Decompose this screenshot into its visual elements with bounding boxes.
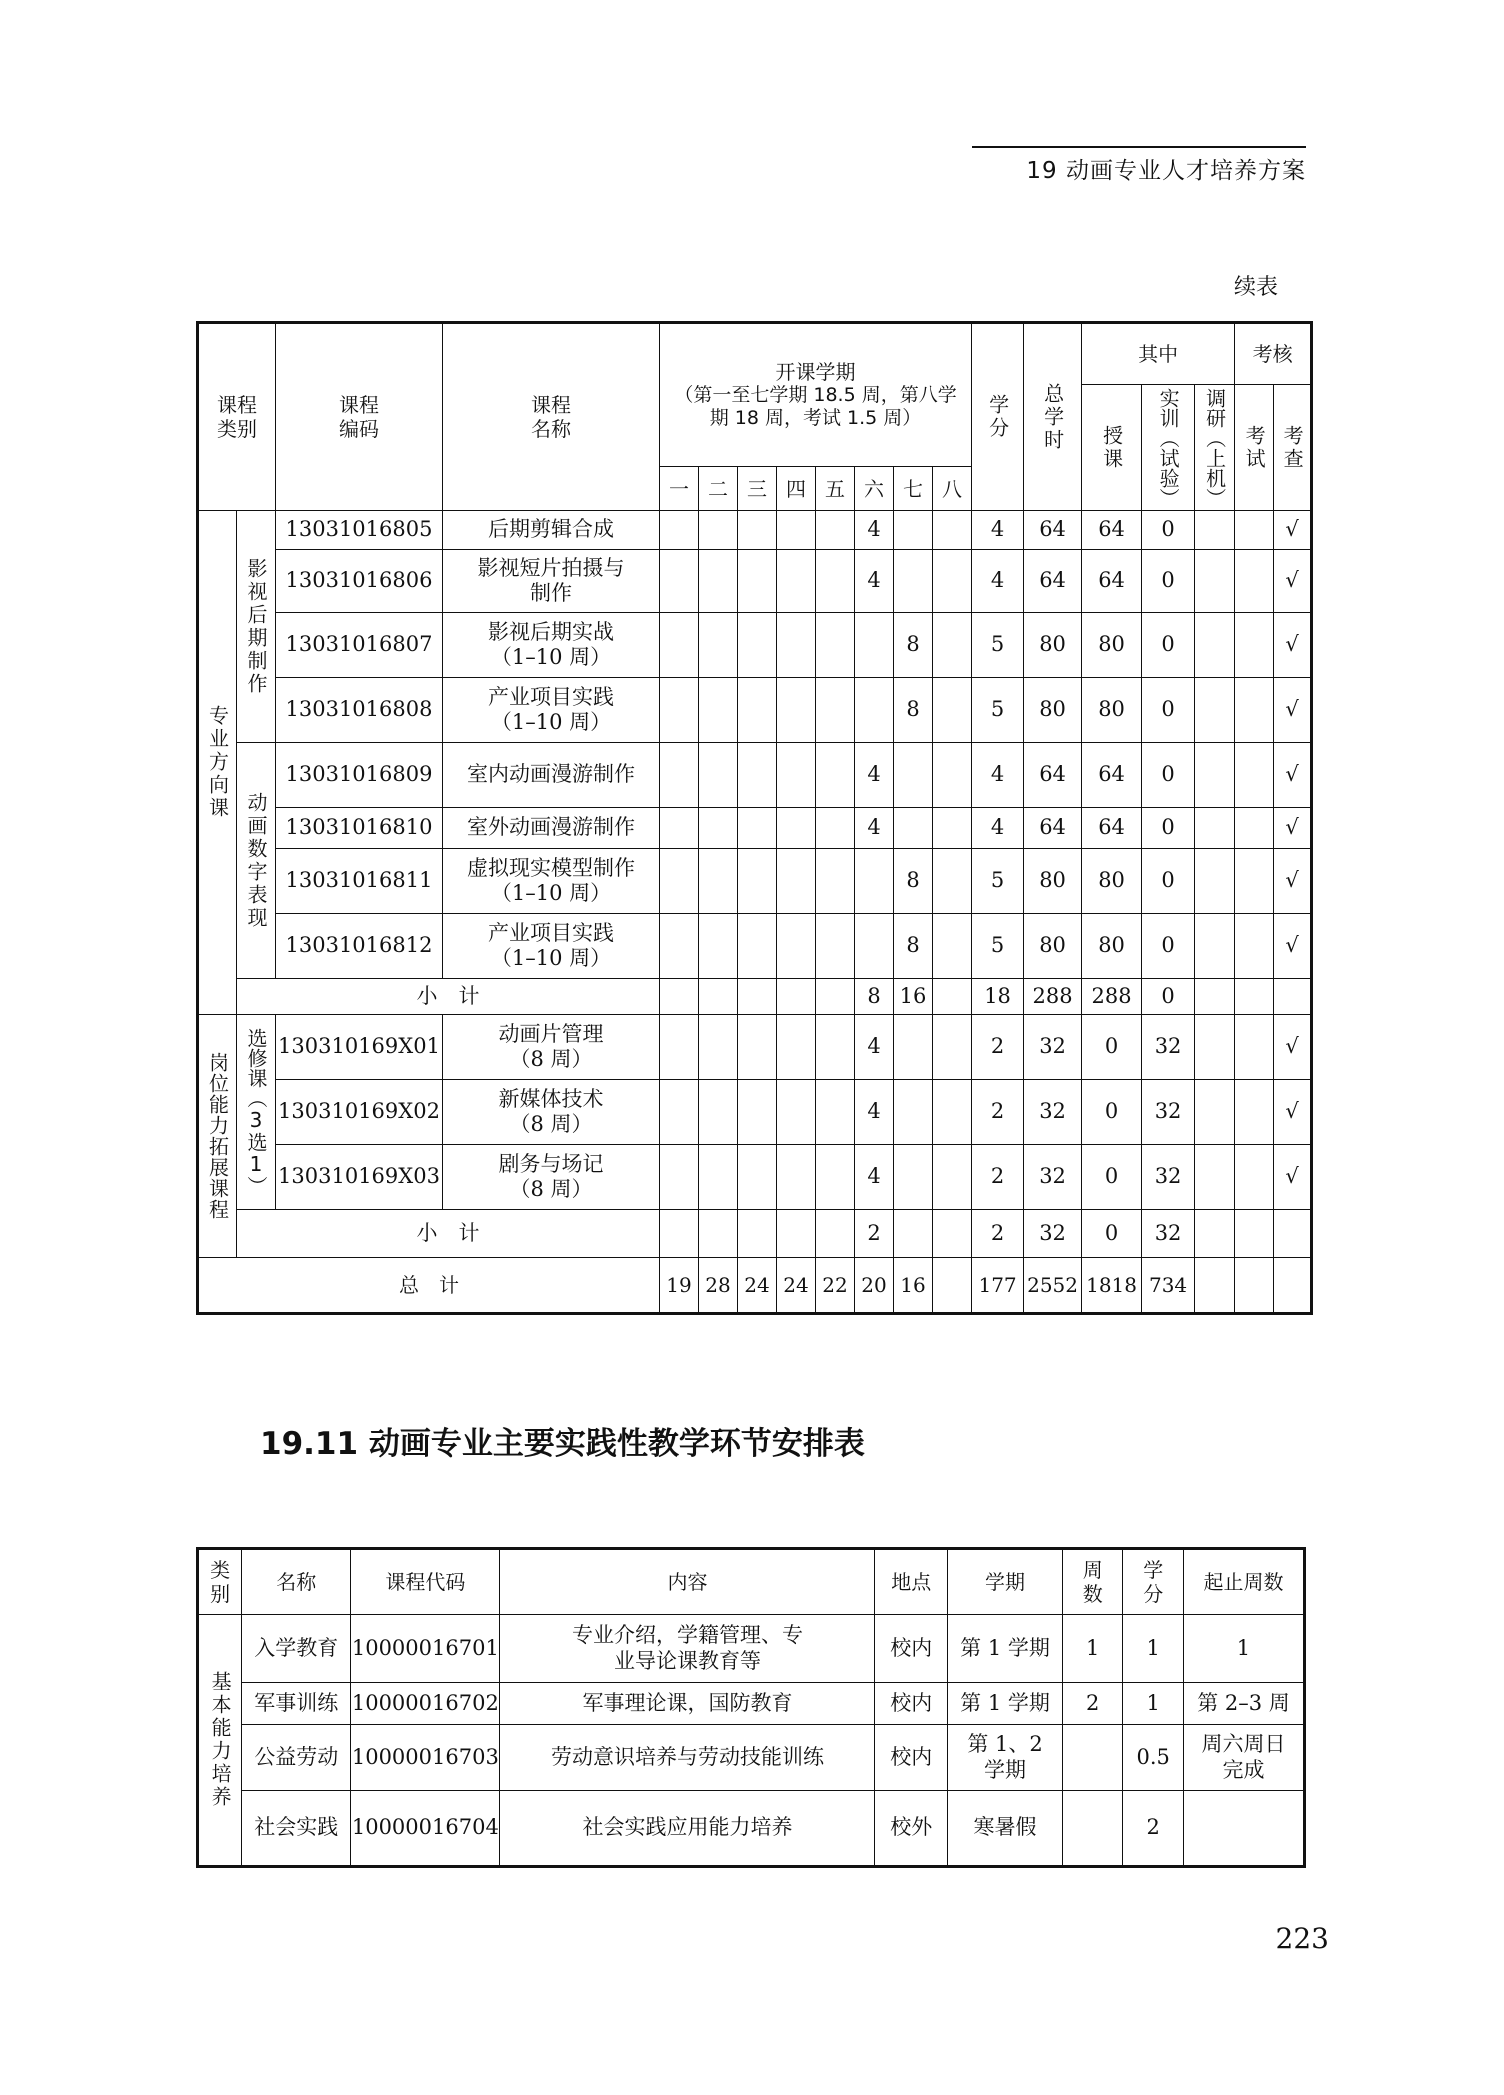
course-code: 13031016811 (276, 849, 443, 914)
practice-hours: 0 (1142, 849, 1195, 914)
practice-hours: 0 (1142, 511, 1195, 550)
header-semester (660, 323, 972, 467)
lecture-hours: 80 (1082, 678, 1142, 743)
continued-label: 续表 (1233, 275, 1278, 300)
sem7-hours (894, 550, 933, 613)
practice-code: 10000016701 (351, 1615, 500, 1683)
course-name: 新媒体技术（8 周） (443, 1080, 660, 1145)
lecture-hours: 64 (1082, 743, 1142, 808)
total-hours: 32 (1024, 1015, 1082, 1080)
semester-title: 开课学期 (775, 360, 856, 385)
subtotal-credit: 18 (972, 979, 1024, 1015)
practice-hours: 32 (1142, 1015, 1195, 1080)
course-name: 影视短片拍摄与制作 (443, 550, 660, 613)
practice-content: 劳动意识培养与劳动技能训练 (500, 1725, 875, 1791)
total-hours: 80 (1024, 613, 1082, 678)
subtotal-practice: 32 (1142, 1210, 1195, 1258)
header-credit: 学分 (1123, 1549, 1183, 1615)
practice-hours: 32 (1142, 1080, 1195, 1145)
table-row (198, 1615, 1305, 1683)
credit: 5 (972, 613, 1024, 678)
course-code: 13031016812 (276, 914, 443, 979)
total-label: 总 计 (198, 1258, 660, 1314)
header-check: 考查 (1274, 385, 1312, 511)
total-hours: 64 (1024, 808, 1082, 849)
sem6-hours: 4 (855, 1015, 894, 1080)
header-name: 课程名称 (443, 323, 660, 511)
sem7-hours: 8 (894, 849, 933, 914)
check-mark: √ (1274, 1080, 1312, 1145)
semester-2: 二 (699, 467, 738, 511)
credit: 5 (972, 678, 1024, 743)
header-rule (972, 146, 1306, 148)
lecture-hours: 64 (1082, 511, 1142, 550)
total-sem3: 24 (738, 1258, 777, 1314)
subtotal-sem6: 2 (855, 1210, 894, 1258)
table-row (198, 550, 1312, 613)
credit: 5 (972, 914, 1024, 979)
subgroup-elective: 选修课（3选1） (237, 1015, 276, 1210)
semester-3: 三 (738, 467, 777, 511)
table-row (198, 849, 1312, 914)
semester-4: 四 (777, 467, 816, 511)
semester-7: 七 (894, 467, 933, 511)
section-title: 19.11 动画专业主要实践性教学环节安排表 (260, 1426, 865, 1462)
table-row (198, 914, 1312, 979)
course-code: 13031016810 (276, 808, 443, 849)
total-hours: 80 (1024, 678, 1082, 743)
course-name: 影视后期实战（1–10 周） (443, 613, 660, 678)
check-mark: √ (1274, 743, 1312, 808)
subtotal-lecture: 288 (1082, 979, 1142, 1015)
total-hours: 32 (1024, 1080, 1082, 1145)
subtotal-lecture: 0 (1082, 1210, 1142, 1258)
course-code: 13031016805 (276, 511, 443, 550)
subtotal-row (198, 1210, 1312, 1258)
sem6-hours (855, 914, 894, 979)
credit: 4 (972, 550, 1024, 613)
practice-period (1183, 1791, 1304, 1867)
credit: 2 (972, 1015, 1024, 1080)
sem6-hours (855, 678, 894, 743)
check-mark: √ (1274, 550, 1312, 613)
group-basic-ability: 基本能力培养 (198, 1615, 242, 1867)
practice-term: 寒暑假 (948, 1791, 1063, 1867)
header-practice: 实训（试验） (1142, 385, 1195, 511)
course-name: 后期剪辑合成 (443, 511, 660, 550)
practice-weeks: 1 (1062, 1615, 1122, 1683)
curriculum-table (196, 321, 1313, 1315)
table-row (198, 678, 1312, 743)
sem6-hours: 4 (855, 808, 894, 849)
semester-1: 一 (660, 467, 699, 511)
lecture-hours: 80 (1082, 849, 1142, 914)
lecture-hours: 80 (1082, 914, 1142, 979)
header-lecture: 授课 (1082, 385, 1142, 511)
practice-place: 校内 (875, 1615, 948, 1683)
sem7-hours (894, 808, 933, 849)
course-name: 剧务与场记（8 周） (443, 1145, 660, 1210)
practice-credit: 1 (1123, 1683, 1183, 1725)
practice-weeks (1062, 1791, 1122, 1867)
sem7-hours: 8 (894, 914, 933, 979)
course-name: 动画片管理（8 周） (443, 1015, 660, 1080)
practice-code: 10000016703 (351, 1725, 500, 1791)
sem6-hours: 4 (855, 511, 894, 550)
credit: 2 (972, 1080, 1024, 1145)
sem6-hours: 4 (855, 1080, 894, 1145)
course-name: 产业项目实践（1–10 周） (443, 914, 660, 979)
page-number: 223 (1275, 1922, 1329, 1955)
check-mark: √ (1274, 849, 1312, 914)
practice-place: 校内 (875, 1683, 948, 1725)
sem6-hours: 4 (855, 743, 894, 808)
credit: 4 (972, 808, 1024, 849)
total-row (198, 1258, 1312, 1314)
practice-name: 军事训练 (242, 1683, 351, 1725)
practice-content: 社会实践应用能力培养 (500, 1791, 875, 1867)
sem6-hours (855, 849, 894, 914)
course-code: 13031016807 (276, 613, 443, 678)
header-credit: 学分 (972, 323, 1024, 511)
practice-credit: 2 (1123, 1791, 1183, 1867)
practice-hours: 0 (1142, 808, 1195, 849)
practice-name: 社会实践 (242, 1791, 351, 1867)
practice-schedule-table (196, 1547, 1306, 1868)
total-hours: 80 (1024, 914, 1082, 979)
course-name: 室内动画漫游制作 (443, 743, 660, 808)
lecture-hours: 80 (1082, 613, 1142, 678)
check-mark: √ (1274, 511, 1312, 550)
sem7-hours (894, 743, 933, 808)
practice-term: 第 1 学期 (948, 1615, 1063, 1683)
table-row (198, 1080, 1312, 1145)
practice-place: 校内 (875, 1725, 948, 1791)
header-code: 课程编码 (276, 323, 443, 511)
group-major-direction: 专业方向课 (198, 511, 237, 1015)
total-hours: 32 (1024, 1145, 1082, 1210)
total-lecture: 1818 (1082, 1258, 1142, 1314)
credit: 5 (972, 849, 1024, 914)
course-name: 室外动画漫游制作 (443, 808, 660, 849)
table-row (198, 613, 1312, 678)
practice-hours: 0 (1142, 613, 1195, 678)
group-capability-extension: 岗位能力拓展课程 (198, 1015, 237, 1258)
lecture-hours: 0 (1082, 1080, 1142, 1145)
practice-weeks: 2 (1062, 1683, 1122, 1725)
sem7-hours: 8 (894, 678, 933, 743)
subgroup-digital-animation: 动画数字表现 (237, 743, 276, 979)
lecture-hours: 64 (1082, 550, 1142, 613)
header-content: 内容 (500, 1549, 875, 1615)
header-term: 学期 (948, 1549, 1063, 1615)
header-assessment: 考核 (1235, 323, 1312, 385)
total-sem2: 28 (699, 1258, 738, 1314)
practice-code: 10000016704 (351, 1791, 500, 1867)
semester-5: 五 (816, 467, 855, 511)
subtotal-hours: 288 (1024, 979, 1082, 1015)
semester-6: 六 (855, 467, 894, 511)
sem6-hours: 4 (855, 550, 894, 613)
total-hours: 64 (1024, 511, 1082, 550)
credit: 4 (972, 511, 1024, 550)
course-code: 13031016808 (276, 678, 443, 743)
header-exam: 考试 (1235, 385, 1274, 511)
practice-name: 公益劳动 (242, 1725, 351, 1791)
subtotal-label: 小 计 (237, 979, 660, 1015)
practice-code: 10000016702 (351, 1683, 500, 1725)
lecture-hours: 0 (1082, 1145, 1142, 1210)
total-sem4: 24 (777, 1258, 816, 1314)
table-row (198, 1725, 1305, 1791)
table-row (198, 743, 1312, 808)
header-period: 起止周数 (1183, 1549, 1304, 1615)
practice-hours: 0 (1142, 678, 1195, 743)
total-practice: 734 (1142, 1258, 1195, 1314)
practice-credit: 1 (1123, 1615, 1183, 1683)
sem7-hours: 8 (894, 613, 933, 678)
table-row (198, 1791, 1305, 1867)
practice-content: 军事理论课，国防教育 (500, 1683, 875, 1725)
credit: 4 (972, 743, 1024, 808)
table-row (198, 1015, 1312, 1080)
course-name: 产业项目实践（1–10 周） (443, 678, 660, 743)
total-sem7: 16 (894, 1258, 933, 1314)
table-row (198, 1145, 1312, 1210)
header-of-which: 其中 (1082, 323, 1235, 385)
practice-content: 专业介绍，学籍管理、专业导论课教育等 (500, 1615, 875, 1683)
practice-term: 第 1、2 学期 (948, 1725, 1063, 1791)
header-weeks: 周数 (1062, 1549, 1122, 1615)
total-hours: 64 (1024, 550, 1082, 613)
header-hours: 总学时 (1024, 323, 1082, 511)
check-mark: √ (1274, 808, 1312, 849)
check-mark: √ (1274, 1145, 1312, 1210)
check-mark: √ (1274, 914, 1312, 979)
sem6-hours (855, 613, 894, 678)
subtotal-label: 小 计 (237, 1210, 660, 1258)
subtotal-sem6: 8 (855, 979, 894, 1015)
check-mark: √ (1274, 678, 1312, 743)
practice-term: 第 1 学期 (948, 1683, 1063, 1725)
practice-weeks (1062, 1725, 1122, 1791)
semester-8: 八 (933, 467, 972, 511)
subgroup-post-production: 影视后期制作 (237, 511, 276, 743)
course-name: 虚拟现实模型制作（1–10 周） (443, 849, 660, 914)
practice-credit: 0.5 (1123, 1725, 1183, 1791)
course-code: 130310169X01 (276, 1015, 443, 1080)
sem7-hours (894, 511, 933, 550)
total-sem5: 22 (816, 1258, 855, 1314)
total-hours: 2552 (1024, 1258, 1082, 1314)
practice-hours: 0 (1142, 743, 1195, 808)
course-code: 130310169X03 (276, 1145, 443, 1210)
practice-period: 1 (1183, 1615, 1304, 1683)
total-credit: 177 (972, 1258, 1024, 1314)
header-type: 类别 (198, 1549, 242, 1615)
practice-name: 入学教育 (242, 1615, 351, 1683)
practice-hours: 32 (1142, 1145, 1195, 1210)
subtotal-row (198, 979, 1312, 1015)
practice-place: 校外 (875, 1791, 948, 1867)
subtotal-practice: 0 (1142, 979, 1195, 1015)
table-row (198, 511, 1312, 550)
semester-note: （第一至七学期 18.5 周，第八学期 18 周，考试 1.5 周） (674, 384, 957, 429)
check-mark: √ (1274, 1015, 1312, 1080)
header-research: 调研（上机） (1195, 385, 1235, 511)
course-code: 13031016809 (276, 743, 443, 808)
credit: 2 (972, 1145, 1024, 1210)
check-mark: √ (1274, 613, 1312, 678)
header-place: 地点 (875, 1549, 948, 1615)
header-category: 课程类别 (198, 323, 276, 511)
running-header: 19 动画专业人才培养方案 (1026, 158, 1306, 184)
sem6-hours: 4 (855, 1145, 894, 1210)
subtotal-hours: 32 (1024, 1210, 1082, 1258)
course-code: 130310169X02 (276, 1080, 443, 1145)
header-name: 名称 (242, 1549, 351, 1615)
total-sem1: 19 (660, 1258, 699, 1314)
table-row (198, 1683, 1305, 1725)
total-sem8 (933, 1258, 972, 1314)
total-sem6: 20 (855, 1258, 894, 1314)
course-code: 13031016806 (276, 550, 443, 613)
practice-hours: 0 (1142, 550, 1195, 613)
practice-hours: 0 (1142, 914, 1195, 979)
header-code: 课程代码 (351, 1549, 500, 1615)
lecture-hours: 64 (1082, 808, 1142, 849)
practice-period: 周六周日完成 (1183, 1725, 1304, 1791)
total-hours: 80 (1024, 849, 1082, 914)
total-hours: 64 (1024, 743, 1082, 808)
table-row (198, 808, 1312, 849)
subtotal-credit: 2 (972, 1210, 1024, 1258)
practice-period: 第 2–3 周 (1183, 1683, 1304, 1725)
lecture-hours: 0 (1082, 1015, 1142, 1080)
subtotal-sem7: 16 (894, 979, 933, 1015)
